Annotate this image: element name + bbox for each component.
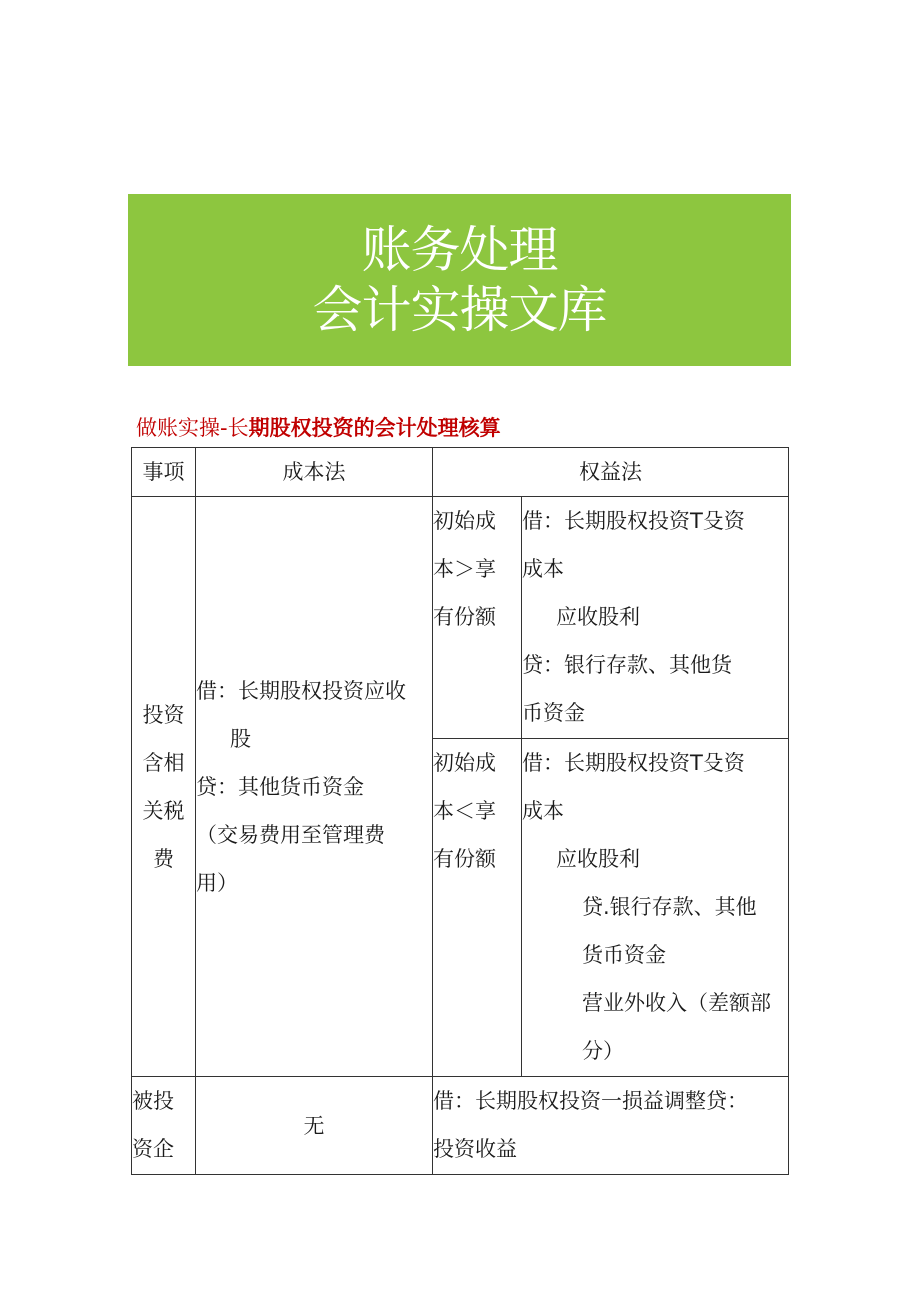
title-banner — [128, 194, 791, 366]
cell-item-tax-fees: 投资 含相 关税 费 — [132, 497, 196, 1077]
cell-cost-method-none: 无 — [196, 1077, 433, 1175]
cell-equity-entry-greater: 借：长期股权投资T殳资 成本 应收股利 贷：银行存款、其他货 币资金 — [522, 497, 789, 739]
accounting-table — [131, 447, 789, 1175]
cell-condition-greater: 初始成 本＞享 有份额 — [433, 497, 522, 739]
document-title-bold: 期股权投资的会计处理核算 — [248, 416, 501, 440]
header-item: 事项 — [132, 448, 196, 497]
cell-equity-profit-entry: 借：长期股权投资一损益调整贷： 投资收益 — [433, 1077, 789, 1175]
table-row — [132, 1077, 789, 1175]
banner-line-2: 会计实操文库 — [312, 281, 607, 339]
table-header-row — [132, 448, 789, 497]
banner-line-1: 账务处理 — [361, 221, 558, 279]
document-title-prefix: 做账实操-长 — [136, 416, 249, 440]
cell-condition-less: 初始成 本＜享 有份额 — [433, 739, 522, 1077]
cell-item-investee: 被投 资企 — [132, 1077, 196, 1175]
header-cost-method: 成本法 — [196, 448, 433, 497]
header-equity-method: 权益法 — [433, 448, 789, 497]
cell-equity-entry-less: 借：长期股权投资T殳资 成本 应收股利 贷.银行存款、其他 货币资金 营业外收入（差额部 分） — [522, 739, 789, 1077]
cell-cost-method-entry: 借：长期股权投资应收 股 贷：其他货币资金 （交易费用至管理费 用） — [196, 497, 433, 1077]
table-row — [132, 497, 789, 739]
document-title — [136, 412, 501, 442]
